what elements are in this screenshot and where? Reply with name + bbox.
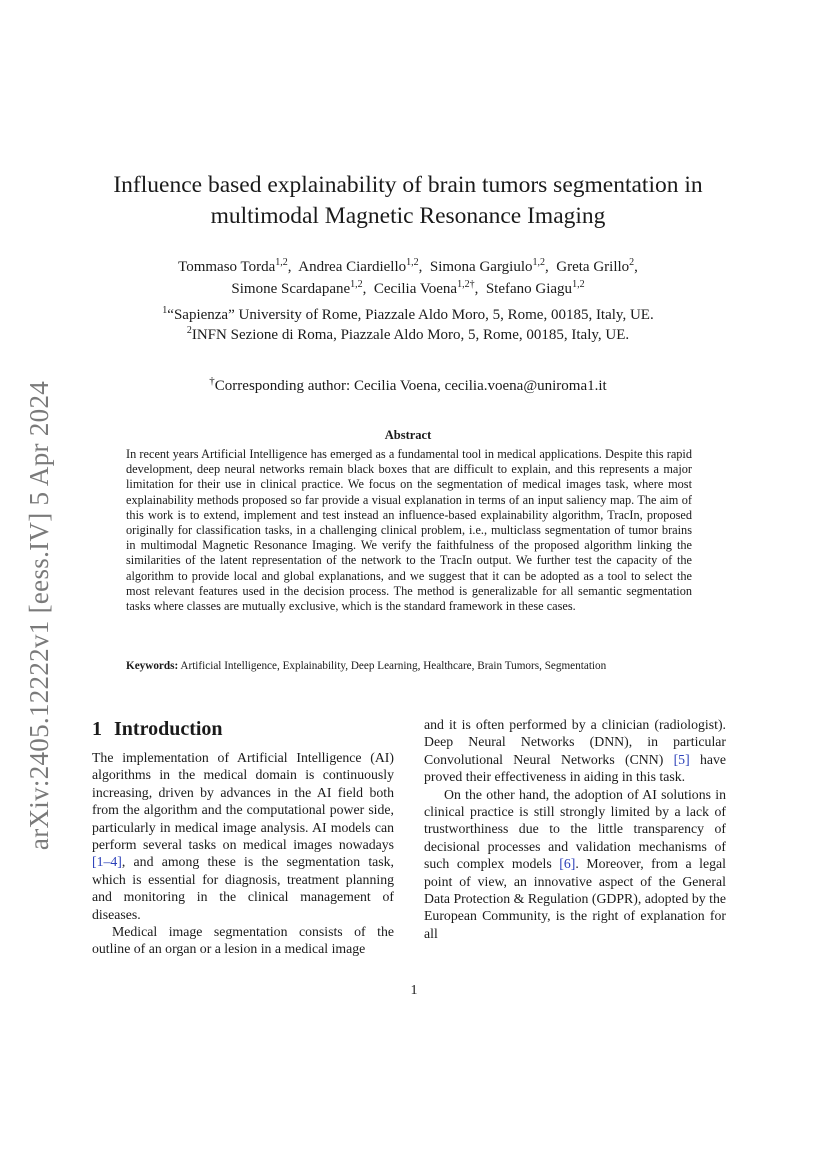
author-affiliation-mark: 1,2 xyxy=(275,257,288,268)
page-number: 1 xyxy=(410,983,418,998)
paragraph xyxy=(92,923,394,958)
author-affiliation-mark: 2 xyxy=(629,257,635,268)
author-name: Simone Scardapane xyxy=(231,281,351,297)
paragraph-text: have proved their effectiveness in aiding in this task. xyxy=(424,751,726,785)
section-heading xyxy=(92,716,394,742)
paragraph-text: and it is often performed by a clinician (radiologist). Deep Neural Networks (DNN), in particular Convolutional Neural Networks (CNN) xyxy=(424,717,726,767)
paragraph-text: Medical image segmentation consists of the outline of an organ or a lesion in a medical image xyxy=(92,924,394,957)
section-number: 1 xyxy=(92,718,102,740)
affiliation-mark: 2 xyxy=(186,325,192,336)
paragraph-text: . Moreover, from a legal point of view, an innovative aspect of the General Data Protection & Regulation (GDPR), adopted by the European Community, is the right of explanation for all xyxy=(424,856,726,941)
affiliation-list xyxy=(100,305,716,345)
author-affiliation-mark: 1,2 xyxy=(532,257,546,268)
abstract-heading: Abstract xyxy=(384,428,432,442)
author-affiliation-mark: 1,2† xyxy=(457,279,475,290)
keywords-label: Keywords: xyxy=(126,660,179,672)
author-affiliation-mark: 1,2 xyxy=(406,257,419,268)
arxiv-identifier xyxy=(22,370,58,860)
author-name: Greta Grillo xyxy=(556,259,630,275)
affiliation-mark: 1 xyxy=(162,305,168,316)
author-affiliation-mark: 1,2 xyxy=(572,279,585,290)
corresponding-author-text: Corresponding author: Cecilia Voena, cecilia.voena@uniroma1.it xyxy=(214,378,607,394)
paragraph xyxy=(92,749,394,923)
author-name: Cecilia Voena xyxy=(373,281,458,297)
section-title: Introduction xyxy=(114,718,223,740)
abstract-body: In recent years Artificial Intelligence has emerged as a fundamental tool in medical applications. Despite this rapid development, deep neural networks remain black boxes that are difficult to explain, and this represents a major limitation for their use in clinical practice. We focus on the segmentation of medical images task, where most explainability methods proposed so far provide a visual explanation in terms of an input saliency map. The aim of this work is to extend, implement and test instead an influence-based explainability algorithm, TracIn, proposed originally for classification tasks, in a challenging clinical problem, i.e., multiclass segmentation of tumor brains in multimodal Magnetic Resonance Imaging. We verify the faithfulness of the proposed algorithm linking the similarities of the latent representation of the network to the TracIn output. We further test the capacity of the algorithm to provide local and global explanations, and we suggest that it can be adopted as a tool to select the most relevant features used in the decision process. The method is generalizable for all semantic segmentation tasks where classes are mutually exclusive, which is the standard framework in these cases. xyxy=(126,447,692,614)
affiliation-item xyxy=(100,325,716,345)
author-name: Tommaso Torda xyxy=(178,259,276,275)
corresponding-author xyxy=(100,376,716,396)
left-column xyxy=(92,716,394,958)
paper-title-line-2: multimodal Magnetic Resonance Imaging xyxy=(210,203,606,229)
citation-link[interactable]: [6] xyxy=(559,856,576,872)
affiliation-text: INFN Sezione di Roma, Piazzale Aldo Moro, 5, Rome, 00185, Italy, UE. xyxy=(191,327,630,343)
affiliation-text: “Sapienza” University of Rome, Piazzale Aldo Moro, 5, Rome, 00185, Italy, UE. xyxy=(167,307,654,323)
dagger-mark: † xyxy=(209,375,215,387)
author-name: Stefano Giagu xyxy=(485,281,573,297)
right-column xyxy=(424,716,726,942)
keywords-line xyxy=(126,659,692,674)
arxiv-identifier-text: arXiv:2405.12222v1 [eess.IV] 5 Apr 2024 xyxy=(24,380,55,850)
citation-link[interactable]: [1–4] xyxy=(92,854,122,870)
author-name: Simona Gargiulo xyxy=(429,259,533,275)
author-name: Andrea Ciardiello xyxy=(298,259,407,275)
paper-title-line-1: Influence based explainability of brain tumors segmentation in xyxy=(113,172,703,198)
citation-link[interactable]: [5] xyxy=(673,751,690,767)
paragraph-text: On the other hand, the adoption of AI solutions in clinical practice is still strongly limited by a lack of trustworthiness due to the little transparency of decisional processes and validation mechanisms of such complex models xyxy=(424,786,726,872)
author-affiliation-mark: 1,2 xyxy=(350,279,363,290)
author-list: Tommaso Torda$^{1,2}$, Andrea Ciardiello$^{1,2}$, Simona Gargiulo$^{1,2}$, Greta Grillo$^2$, Simone Scardapane$^{1,2}$, Cecilia Voena$^{1,2\dagger}$, Stefano Giagu$^{1,2}$ xyxy=(178,257,638,297)
keywords-text: Artificial Intelligence, Explainability, Deep Learning, Healthcare, Brain Tumors, Segmentation xyxy=(180,660,607,672)
paper-title xyxy=(90,170,726,232)
paragraph-continued xyxy=(424,716,726,786)
paragraph-text: The implementation of Artificial Intelligence (AI) algorithms in the medical domain is continuously increasing, driven by advances in the AI field both from the algorithm and the computational power side, particularly in medical image analysis. AI models can perform several tasks on medical images nowadays xyxy=(92,750,394,853)
paragraph-text: , and among these is the segmentation task, which is essential for diagnosis, treatment planning and monitoring in the clinical management of diseases. xyxy=(92,854,394,922)
affiliation-item xyxy=(100,305,716,325)
paragraph xyxy=(424,786,726,943)
